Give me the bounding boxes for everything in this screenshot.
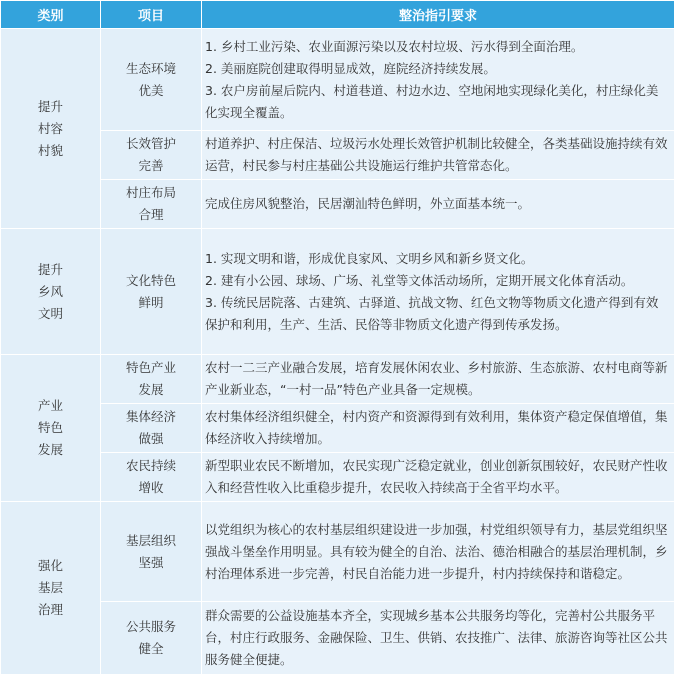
item-cell: 长效管护 完善 xyxy=(101,131,202,180)
item-cell: 文化特色 鲜明 xyxy=(101,229,202,355)
item-cell: 特色产业 发展 xyxy=(101,355,202,404)
table-row xyxy=(1,29,674,131)
item-cell: 农民持续 增收 xyxy=(101,453,202,502)
requirement-cell xyxy=(202,355,674,404)
item-cell: 基层组织 坚强 xyxy=(101,502,202,602)
category-cell: 提升 乡风 文明 xyxy=(1,229,101,355)
requirement-text: 村道养护、村庄保洁、垃圾污水处理长效管护机制比较健全，各类基础设施持续有效运营，村民参与村庄基础公共设施运行维护共管常态化。 xyxy=(205,136,668,173)
requirement-cell xyxy=(202,229,674,355)
requirement-text: 农村集体经济组织健全，村内资产和资源得到有效利用，集体资产稳定保值增值，集体经济收入持续增加。 xyxy=(205,409,668,446)
requirement-text: 新型职业农民不断增加，农民实现广泛稳定就业，创业创新氛围较好，农民财产性收入和经营性收入比重稳步提升，农民收入持续高于全省平均水平。 xyxy=(205,458,668,495)
item-cell: 公共服务 健全 xyxy=(101,602,202,675)
requirement-text: 2. 建有小公园、球场、广场、礼堂等文体活动场所，定期开展文化体育活动。 xyxy=(205,272,634,288)
item-cell: 生态环境 优美 xyxy=(101,29,202,131)
requirement-text: 3. 农户房前屋后院内、村道巷道、村边水边、空地闲地实现绿化美化，村庄绿化美化实现全覆盖。 xyxy=(205,82,659,120)
requirement-cell xyxy=(202,602,674,675)
requirement-text: 1. 实现文明和谐，形成优良家风、文明乡风和新乡贤文化。 xyxy=(205,250,534,266)
requirement-cell xyxy=(202,180,674,229)
category-cell: 提升 村容 村貌 xyxy=(1,29,101,229)
table-row xyxy=(1,229,674,355)
table-row xyxy=(1,453,674,502)
requirement-text: 3. 传统民居院落、古建筑、古驿道、抗战文物、红色文物等物质文化遗产得到有效保护和利用，生产、生活、民俗等非物质文化遗产得到传承发扬。 xyxy=(205,294,659,332)
requirement-text: 1. 乡村工业污染、农业面源污染以及农村垃圾、污水得到全面治理。 xyxy=(205,38,584,54)
requirement-text: 群众需要的公益设施基本齐全，实现城乡基本公共服务均等化，完善村公共服务平台，村庄行政服务、金融保险、卫生、供销、农技推广、法律、旅游咨询等社区公共服务健全便捷。 xyxy=(205,608,668,667)
table-body xyxy=(1,29,674,675)
category-cell: 产业 特色 发展 xyxy=(1,355,101,502)
requirement-cell xyxy=(202,29,674,131)
item-cell: 集体经济 做强 xyxy=(101,404,202,453)
table-row xyxy=(1,355,674,404)
table-row xyxy=(1,404,674,453)
table-row xyxy=(1,502,674,602)
requirement-text: 以党组织为核心的农村基层组织建设进一步加强，村党组织领导有力，基层党组织坚强战斗堡垒作用明显。具有较为健全的自治、法治、德治相融合的基层治理机制，乡村治理体系进一步完善，村民自治能力进一步提升，村内持续保持和谐稳定。 xyxy=(205,521,668,581)
header-requirement: 整治指引要求 xyxy=(202,1,674,29)
table-row xyxy=(1,180,674,229)
requirement-text: 完成住房风貌整治，民居潮汕特色鲜明，外立面基本统一。 xyxy=(205,196,531,211)
requirement-cell xyxy=(202,453,674,502)
category-cell: 强化 基层 治理 xyxy=(1,502,101,675)
header-category: 类别 xyxy=(1,1,101,29)
table-row xyxy=(1,131,674,180)
header-row xyxy=(1,1,674,29)
table-row xyxy=(1,602,674,675)
header-item: 项目 xyxy=(101,1,202,29)
item-cell: 村庄布局 合理 xyxy=(101,180,202,229)
requirement-cell xyxy=(202,502,674,602)
requirement-cell xyxy=(202,404,674,453)
requirement-text: 农村一二三产业融合发展，培育发展休闲农业、乡村旅游、生态旅游、农村电商等新产业新业态，“一村一品”特色产业具备一定规模。 xyxy=(205,360,668,397)
requirement-text: 2. 美丽庭院创建取得明显成效，庭院经济持续发展。 xyxy=(205,60,496,76)
requirement-cell xyxy=(202,131,674,180)
